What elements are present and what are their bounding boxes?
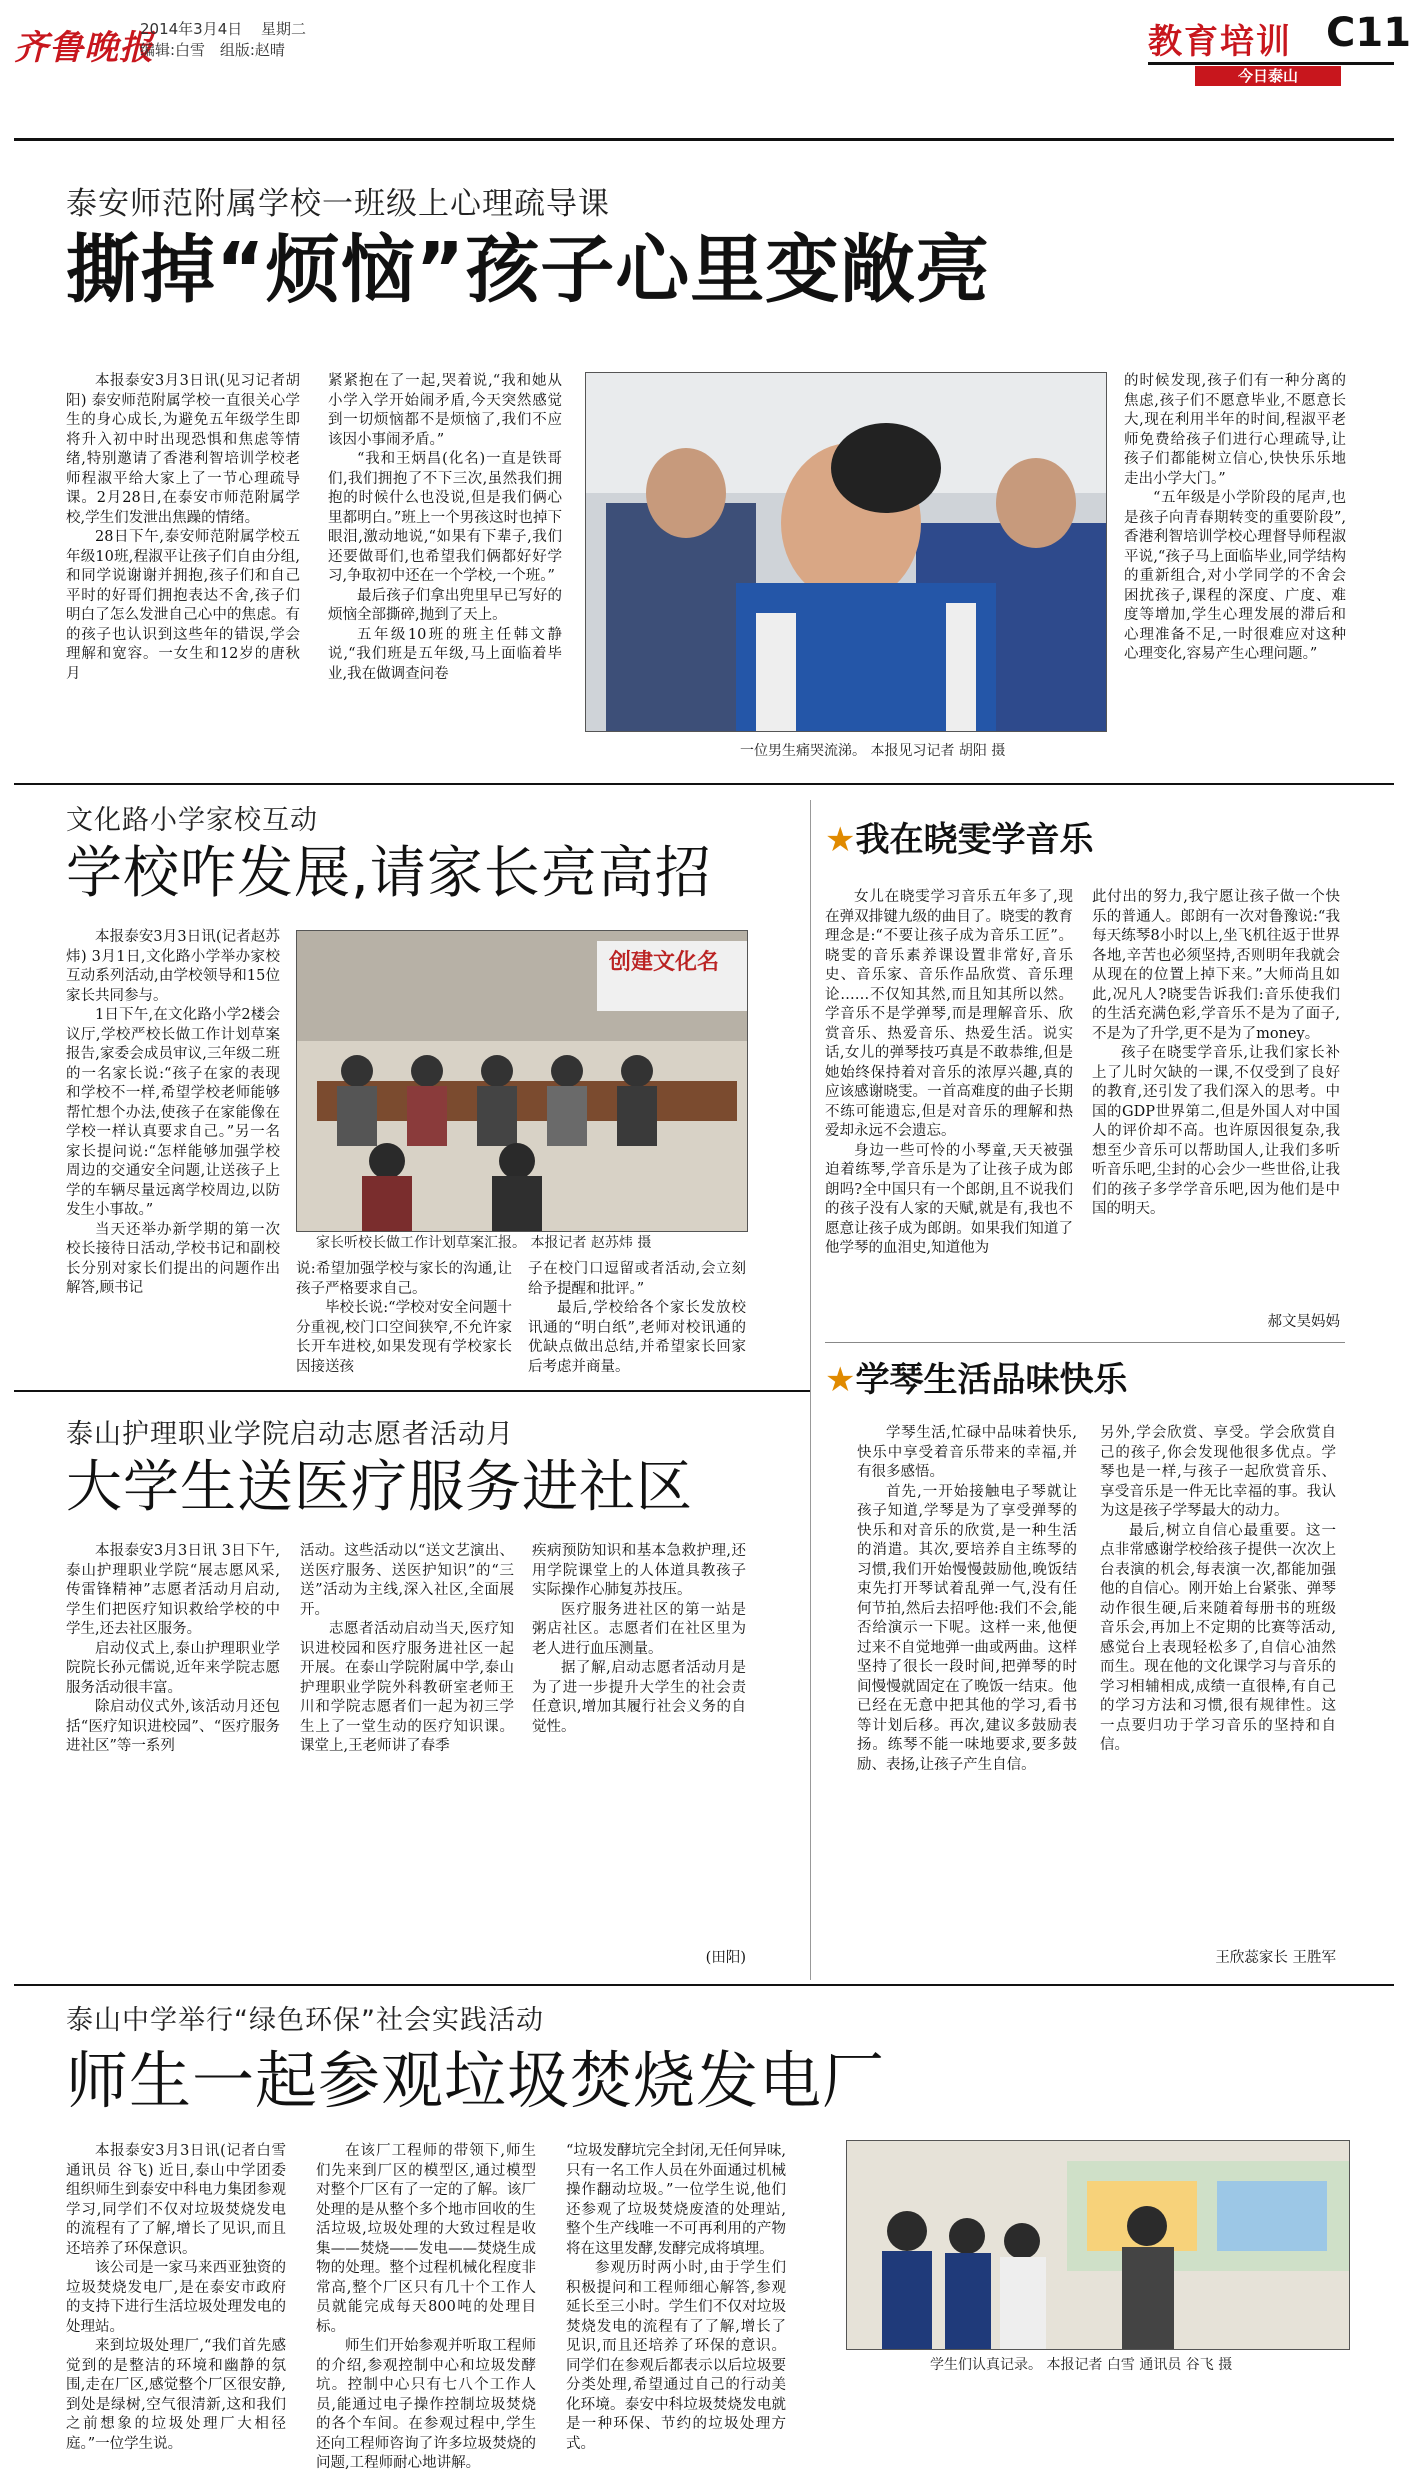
article3-col3: 疾病预防知识和基本急救护理,还用学院课堂上的人体道具教孩子实际操作心肺复苏技压。 医疗服务进社区的第一站是粥店社区。志愿者们在社区里为老人进行血压测量。 据了解,启动志愿者活动月是为了进一步提升大学生的社会责任意识,增加其履行社会义务的自觉性。: [532, 1543, 746, 1735]
article2-kicker: 文化路小学家校互动: [66, 805, 318, 836]
article3-col1: 本报泰安3月3日讯 3日下午,泰山护理职业学院“展志愿风采,传雷锋精神”志愿者活动月启动,学生们把医疗知识救给学校的中学生,还去社区服务。 启动仪式上,泰山护理职业学院院长孙元儒说,近年来学院志愿服务活动很丰富。 除启动仪式外,该活动月还包括“医疗知识进校园”、“医疗服务进社区”等一系列: [66, 1543, 280, 1754]
date-text: 2014年3月4日: [140, 20, 243, 38]
music1-headline: [825, 812, 1093, 861]
divider-music: [825, 1342, 1345, 1343]
meeting-room-image: [297, 931, 747, 1231]
masthead-rule: [14, 138, 1394, 141]
music2-headline-text: 学琴生活品味快乐: [855, 1360, 1128, 1400]
music1-col1: 女儿在晓雯学习音乐五年多了,现在弹双排键九级的曲目了。晓雯的教育理念是:“不要让孩子成为音乐工匠”。晓雯的音乐素养课设置非常好,音乐史、音乐家、音乐作品欣赏、音乐理论……不仅知其然,而且知其所以然。学音乐不是学弹琴,而是理解音乐、欣赏音乐、热爱音乐、热爱生活。说实话,女儿的弹琴技巧真是不敢恭维,但是她始终保持着对音乐的浓厚兴趣,真的应该感谢晓雯。一首高难度的曲子长期不练可能遗忘,但是对音乐的理解和热爱却永远不会遗忘。 身边一些可怜的小琴童,天天被强迫着练琴,学音乐是为了让孩子成为郎朗吗?全中国只有一个郎朗,且不说我们的孩子没有人家的天赋,就是有,我也不愿意让孩子成为郎朗。如果我们知道了他学琴的血泪史,知道他为: [825, 889, 1073, 1256]
divider-2: [14, 1390, 810, 1392]
editor-text: 编辑:白雪: [140, 41, 206, 59]
article4-headline: 师生一起参观垃圾焚烧发电厂: [66, 2044, 886, 2117]
article3-headline: 大学生送医疗服务进社区: [66, 1455, 693, 1520]
sub-section-tab: 今日泰山: [1195, 66, 1341, 86]
vertical-divider: [810, 800, 811, 1980]
article1-col2: 紧紧抱在了一起,哭着说,“我和她从小学入学开始闹矛盾,今天突然感觉到一切烦恼都不是烦恼了,我们不应该因小事闹矛盾。” “我和王炳昌(化名)一直是铁哥们,我们拥抱了不下三次,虽然我们拥抱的时候什么也没说,但是我们俩心里都明白。”班上一个男孩这时也掉下眼泪,激动地说,“如果有下辈子,我们还要做哥们,也希望我们俩都好好学习,争取初中还在一个学校,一个班。” 最后孩子们拿出兜里早已写好的烦恼全部撕碎,抛到了天上。 五年级10班的班主任韩文静说,“我们班是五年级,马上面临着毕业,我在做调查问卷: [328, 373, 562, 682]
music1-col2: 此付出的努力,我宁愿让孩子做一个快乐的普通人。郎朗有一次对鲁豫说:“我每天练琴8小时以上,坐飞机往返于世界各地,辛苦也必须坚持,否则明年我就会从现在的位置上掉下来。”大师尚且如此,况凡人?晓雯告诉我们:音乐使我们的生活充满色彩,学音乐不是为了面子,不是为了升学,更不是为了money。 孩子在晓雯学音乐,让我们家长补上了儿时欠缺的一课,不仅受到了良好的教育,还引发了我们深入的思考。中国的GDP世界第二,但是外国人对中国人的评价却不高。也许原因很复杂,我想至少音乐可以帮助国人,让我们多听听音乐吧,尘封的心会少一些世俗,让我们的孩子多学学音乐吧,因为他们是中国的明天。: [1092, 889, 1340, 1217]
divider-1: [14, 783, 1394, 785]
divider-3: [14, 1984, 1394, 1986]
article4-photo: [846, 2140, 1350, 2350]
page-number: C11: [1326, 10, 1411, 56]
article3-kicker: 泰山护理职业学院启动志愿者活动月: [66, 1419, 514, 1450]
exhibition-hall-image: [847, 2141, 1349, 2349]
music2-byline: 王欣蕊家长 王胜军: [1215, 1950, 1336, 1966]
article2-col1: 本报泰安3月3日讯(记者赵苏炜) 3月1日,文化路小学举办家校互动系列活动,由学校领导和15位家长共同参与。 1日下午,在文化路小学2楼会议厅,学校严校长做工作计划草案报告,家委会成员审议,三年级二班的一名家长说:“孩子在家的表现和学校不一样,希望学校老师能够帮忙想个办法,使孩子在家能像在学校一样认真要求自己。”另一名家长提问说:“怎样能够加强学校周边的交通安全问题,让送孩子上学的车辆尽量远离学校周边,以防发生小事故。” 当天还举办新学期的第一次校长接待日活动,学校书记和副校长分别对家长们提出的问题作出解答,顾书记: [66, 929, 280, 1296]
section-underline: [1148, 62, 1394, 65]
article3-byline: (田阳): [705, 1950, 746, 1966]
article4-col3: “垃圾发酵坑完全封闭,无任何异味,只有一名工作人员在外面通过机械操作翻动垃圾。”一位学生说,他们还参观了垃圾焚烧废渣的处理站,整个生产线唯一不可再利用的产物将在这里发酵,发酵完成将填埋。 参观历时两小时,由于学生们积极提问和工程师细心解答,参观延长至三小时。学生们不仅对垃圾焚烧发电的流程有了了解,增长了见识,而且还培养了环保的意识。同学们在参观后都表示以后垃圾要分类处理,希望通过自己的行动美化环境。泰安中科垃圾焚烧发电就是一种环保、节约的垃圾处理方式。: [566, 2143, 786, 2452]
article4-kicker: 泰山中学举行“绿色环保”社会实践活动: [66, 2005, 544, 2036]
star-icon: ★: [825, 820, 856, 860]
article4-photo-caption: 学生们认真记录。 本报记者 白雪 通讯员 谷飞 摄: [930, 2357, 1233, 2373]
article1-photo: [585, 372, 1107, 732]
article2-headline: 学校咋发展,请家长亮高招: [66, 841, 712, 906]
article1-photo-caption: 一位男生痛哭流涕。 本报见习记者 胡阳 摄: [740, 743, 1006, 759]
article3-col2: 活动。这些活动以“送文艺演出、送医疗服务、送医护知识”的“三送”活动为主线,深入社区,全面展开。 志愿者活动启动当天,医疗知识进校园和医疗服务进社区一起开展。在泰山学院附属中学,泰山护理职业学院外科教研室老师王川和学院志愿者们一起为初三学生上了一堂生动的医疗知识课。课堂上,王老师讲了春季: [300, 1543, 514, 1754]
meeting-banner-text: 创建文化名: [609, 950, 720, 975]
article2-col2: 说:希望加强学校与家长的沟通,让孩子严格要求自己。 毕校长说:“学校对安全问题十分重视,校门口空间狭窄,不允许家长开车进校,如果发现有学校家长因接送孩: [296, 1261, 512, 1375]
article1-kicker: 泰安师范附属学校一班级上心理疏导课: [66, 186, 610, 222]
masthead: [0, 0, 1409, 140]
hugging-boys-image: [586, 373, 1106, 731]
newspaper-logo: 齐鲁晚报: [14, 28, 154, 68]
article2-photo-caption: 家长听校长做工作计划草案汇报。 本报记者 赵苏炜 摄: [316, 1235, 652, 1251]
music1-headline-text: 我在晓雯学音乐: [855, 820, 1094, 860]
section-title: 教育培训: [1148, 22, 1292, 62]
article1-col1: 本报泰安3月3日讯(见习记者胡阳) 泰安师范附属学校一直很关心学生的身心成长,为避免五年级学生即将升入初中时出现恐惧和焦虑等情绪,特别邀请了香港利智培训学校老师程淑平给大家上了一节心理疏导课。2月28日,在泰安市师范附属学校,学生们发泄出焦躁的情绪。 28日下午,泰安师范附属学校五年级10班,程淑平让孩子们自由分组,和同学说谢谢并拥抱,孩子们和自己平时的好哥们拥抱表达不舍,孩子们明白了怎么发泄自己心中的焦虑。有的孩子也认识到这些年的错误,学会理解和宽容。一女生和12岁的唐秋月: [66, 373, 300, 682]
masthead-date: [140, 18, 306, 39]
music2-col2: 另外,学会欣赏、享受。学会欣赏自己的孩子,你会发现他很多优点。学琴也是一样,与孩子一起欣赏音乐、享受音乐是一件无比幸福的事。我认为这是孩子学琴最大的动力。 最后,树立自信心最重要。这一点非常感谢学校给孩子提供一次次上台表演的机会,每表演一次,都能加强他的自信心。刚开始上台紧张、弹琴动作很生硬,后来随着每册书的班级音乐会,再加上不定期的比赛等活动,感觉台上表现轻松多了,自信心油然而生。现在他的文化课学习与音乐的学习相辅相成,成绩一直很棒,有自己的学习方法和习惯,很有规律性。这一点要归功于学习音乐的坚持和自信。: [1100, 1425, 1336, 1753]
designer-text: 组版:赵晴: [219, 41, 285, 59]
article1-headline: 撕掉“烦恼”孩子心里变敞亮: [66, 227, 991, 313]
article2-col3: 子在校门口逗留或者活动,会立刻给予提醒和批评。” 最后,学校给各个家长发放校讯通的“明白纸”,老师对校讯通的优缺点做出总结,并希望家长回家后考虑并商量。: [528, 1261, 746, 1375]
music2-col1: 学琴生活,忙碌中品味着快乐,快乐中享受着音乐带来的幸福,并有很多感悟。 首先,一开始接触电子琴就让孩子知道,学琴是为了享受弹琴的快乐和对音乐的欣赏,是一种生活的消遣。其次,要培养自主练琴的习惯,我们开始慢慢鼓励他,晚饭结束先打开琴试着乱弹一气,没有任何节拍,然后去招呼他:我们不会,能否给演示一下呢。这样一来,他便过来不自觉地弹一曲或两曲。这样坚持了很长一段时间,把弹琴的时间慢慢就固定在了晚饭一结束。他已经在无意中把其他的学习,看书等计划后移。再次,建议多鼓励表扬。练琴不能一味地要求,要多鼓励、表扬,让孩子产生自信。: [857, 1425, 1077, 1773]
article4-col1: 本报泰安3月3日讯(记者白雪 通讯员 谷飞) 近日,泰山中学团委组织师生到泰安中科电力集团参观学习,同学们不仅对垃圾焚烧发电的流程有了了解,增长了见识,而且还培养了环保意识。 该公司是一家马来西亚独资的垃圾焚烧发电厂,是在泰安市政府的支持下进行生活垃圾处理发电的处理站。 来到垃圾处理厂,“我们首先感觉到的是整洁的环境和幽静的氛围,走在厂区,感觉整个厂区很安静,到处是绿树,空气很清新,这和我们之前想象的垃圾处理厂大相径庭。”一位学生说。: [66, 2143, 286, 2452]
article4-col2: 在该厂工程师的带领下,师生们先来到厂区的模型区,通过模型对整个厂区有了一定的了解。该厂处理的是从整个多个地市回收的生活垃圾,垃圾处理的大致过程是收集——焚烧——发电——焚烧生成物的处理。整个过程机械化程度非常高,整个厂区只有几十个工作人员就能完成每天800吨的处理目标。 师生们开始参观并听取工程师的介绍,参观控制中心和垃圾发酵坑。控制中心只有七八个工作人员,能通过电子操作控制垃圾焚烧的各个车间。在参观过程中,学生还向工程师咨询了许多垃圾焚烧的问题,工程师耐心地讲解。: [316, 2143, 536, 2471]
masthead-editors: [140, 39, 285, 60]
weekday-text: 星期二: [261, 20, 307, 38]
star-icon: ★: [825, 1360, 856, 1400]
music2-headline: [825, 1352, 1127, 1401]
article1-col3: 的时候发现,孩子们有一种分离的焦虑,孩子们不愿意毕业,不愿意长大,现在利用半年的时间,程淑平老师免费给孩子们进行心理疏导,让孩子们都能树立信心,快快乐乐地走出小学大门。” “五年级是小学阶段的尾声,也是孩子向青春期转变的重要阶段”,香港利智培训学校心理督导师程淑平说,“孩子马上面临毕业,同学结构的重新组合,对小学同学的不舍会困扰孩子,课程的深度、广度、难度等增加,学生心理发展的滞后和心理准备不足,一时很难应对这种心理变化,容易产生心理问题。”: [1124, 373, 1346, 662]
article2-photo: [296, 930, 748, 1232]
music1-byline: 郝文昊妈妈: [1267, 1314, 1340, 1330]
